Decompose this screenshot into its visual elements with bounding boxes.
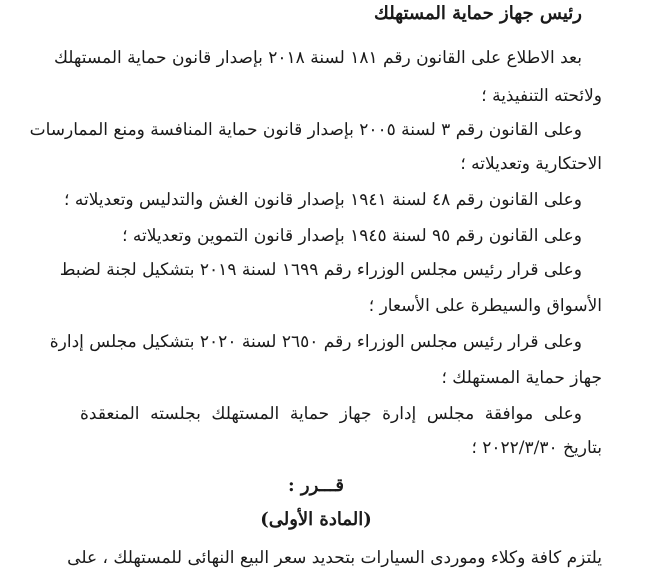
article-heading: (المادة الأولى) bbox=[260, 509, 372, 530]
preamble-line-9: وعلى قرار رئيس مجلس الوزراء رقم ٢٦٥٠ لسنة ٢٠٢٠ بتشكيل مجلس إدارة bbox=[49, 332, 582, 352]
preamble-line-2: ولائحته التنفيذية ؛ bbox=[481, 86, 602, 106]
document-title: رئيس جهاز حماية المستهلك bbox=[374, 3, 582, 24]
preamble-line-6: وعلى القانون رقم ٩٥ لسنة ١٩٤٥ بإصدار قانون التموين وتعديلاته ؛ bbox=[122, 226, 582, 246]
decree-heading: قـــرر : bbox=[288, 475, 344, 496]
preamble-line-7: وعلى قرار رئيس مجلس الوزراء رقم ١٦٩٩ لسنة ٢٠١٩ بتشكيل لجنة لضبط bbox=[59, 260, 582, 280]
preamble-line-11: وعلى موافقة مجلس إدارة جهاز حماية المستهلك بجلسته المنعقدة bbox=[80, 404, 582, 424]
preamble-line-5: وعلى القانون رقم ٤٨ لسنة ١٩٤١ بإصدار قانون الغش والتدليس وتعديلاته ؛ bbox=[64, 190, 582, 210]
article-line-1: يلتزم كافة وكلاء وموردى السيارات بتحديد سعر البيع النهائى للمستهلك ، على bbox=[67, 548, 602, 568]
preamble-line-8: الأسواق والسيطرة على الأسعار ؛ bbox=[368, 296, 602, 316]
preamble-line-3: وعلى القانون رقم ٣ لسنة ٢٠٠٥ بإصدار قانون حماية المنافسة ومنع الممارسات bbox=[29, 120, 582, 140]
preamble-line-10: جهاز حماية المستهلك ؛ bbox=[441, 368, 602, 388]
preamble-line-4: الاحتكارية وتعديلاته ؛ bbox=[460, 154, 602, 174]
preamble-line-1: بعد الاطلاع على القانون رقم ١٨١ لسنة ٢٠١٨ بإصدار قانون حماية المستهلك bbox=[53, 48, 582, 68]
preamble-line-12: بتاريخ ٢٠٢٢/٣/٣٠ ؛ bbox=[471, 438, 602, 458]
